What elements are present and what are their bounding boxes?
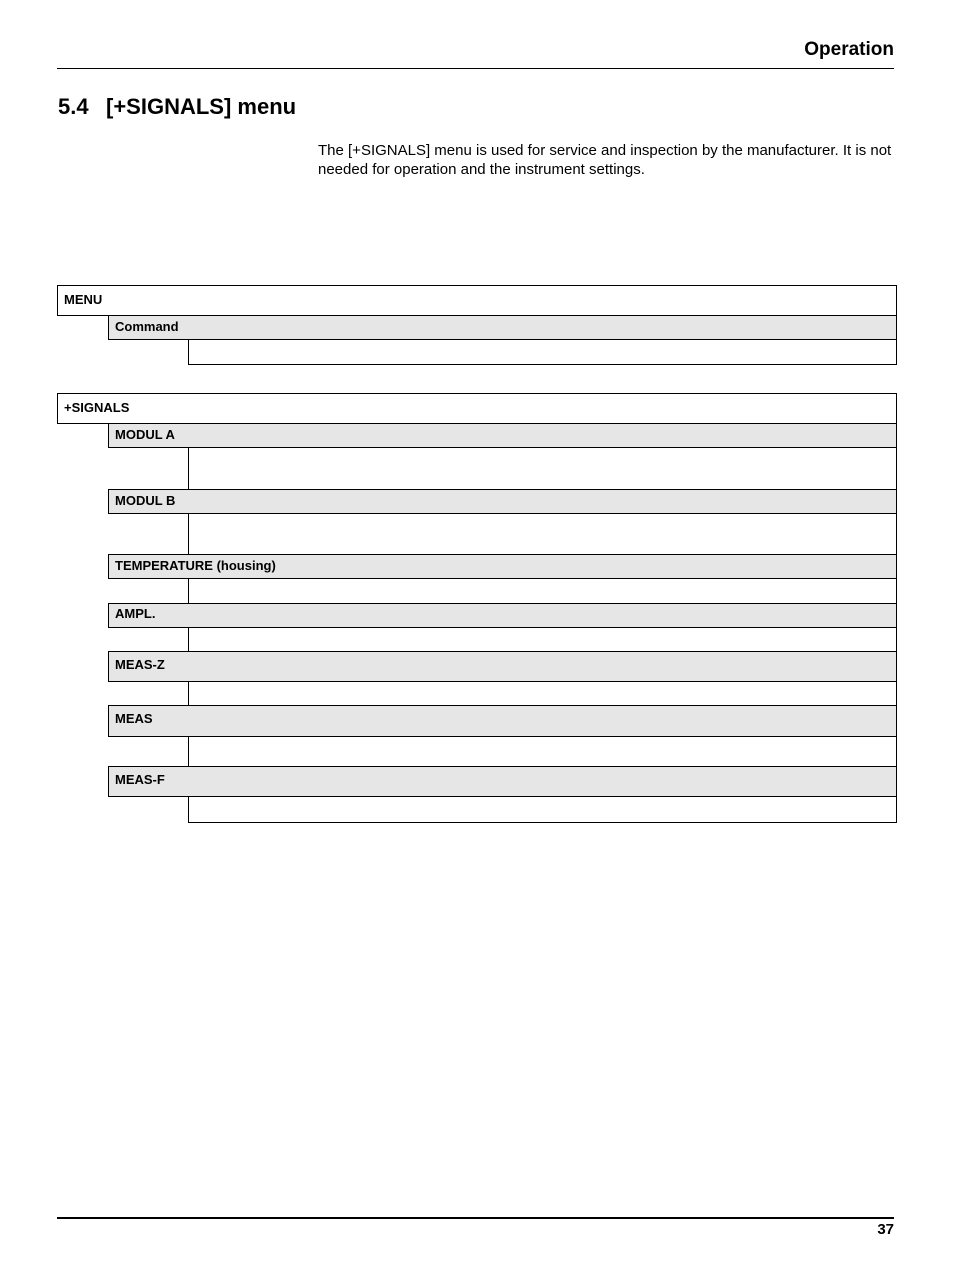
signals-label-modul-a: MODUL A [115, 427, 175, 442]
signals-label-ampl: AMPL. [115, 606, 156, 621]
menu-command-row [108, 315, 897, 340]
signals-row-modul-b [108, 489, 897, 514]
signals-row-modul-a [108, 423, 897, 448]
signals-detail-meas-z [188, 681, 897, 706]
signals-label-meas: MEAS [115, 711, 153, 726]
menu-command-label: Command [115, 319, 179, 334]
page-header-title: Operation [804, 39, 894, 60]
signals-detail-meas-f [188, 796, 897, 823]
signals-label-modul-b: MODUL B [115, 493, 176, 508]
signals-detail-meas [188, 736, 897, 767]
signals-row-meas [108, 705, 897, 737]
signals-detail-modul-a [188, 447, 897, 490]
page-number: 37 [877, 1221, 894, 1238]
signals-row-meas-z [108, 651, 897, 682]
signals-label-temperature: TEMPERATURE (housing) [115, 558, 276, 573]
signals-row-meas-f [108, 766, 897, 797]
signals-detail-ampl [188, 627, 897, 652]
signals-level1-label: +SIGNALS [64, 400, 130, 415]
intro-paragraph: The [+SIGNALS] menu is used for service and inspection by the manufacturer. It is not needed for operation and the instrument settings. [318, 142, 892, 178]
signals-row-temperature [108, 554, 897, 579]
footer-rule [57, 1217, 894, 1219]
menu-command-detail-cell [188, 339, 897, 365]
section-title: [+SIGNALS] menu [106, 94, 297, 119]
signals-label-meas-z: MEAS-Z [115, 657, 165, 672]
signals-detail-temperature [188, 578, 897, 604]
header-rule [57, 68, 894, 69]
section-heading [58, 94, 296, 120]
menu-level1-row [57, 285, 897, 316]
signals-detail-modul-b [188, 513, 897, 555]
signals-level1-row [57, 393, 897, 424]
menu-level1-label: MENU [64, 292, 103, 307]
signals-label-meas-f: MEAS-F [115, 772, 165, 787]
section-number: 5.4 [58, 94, 89, 119]
signals-row-ampl [108, 603, 897, 628]
